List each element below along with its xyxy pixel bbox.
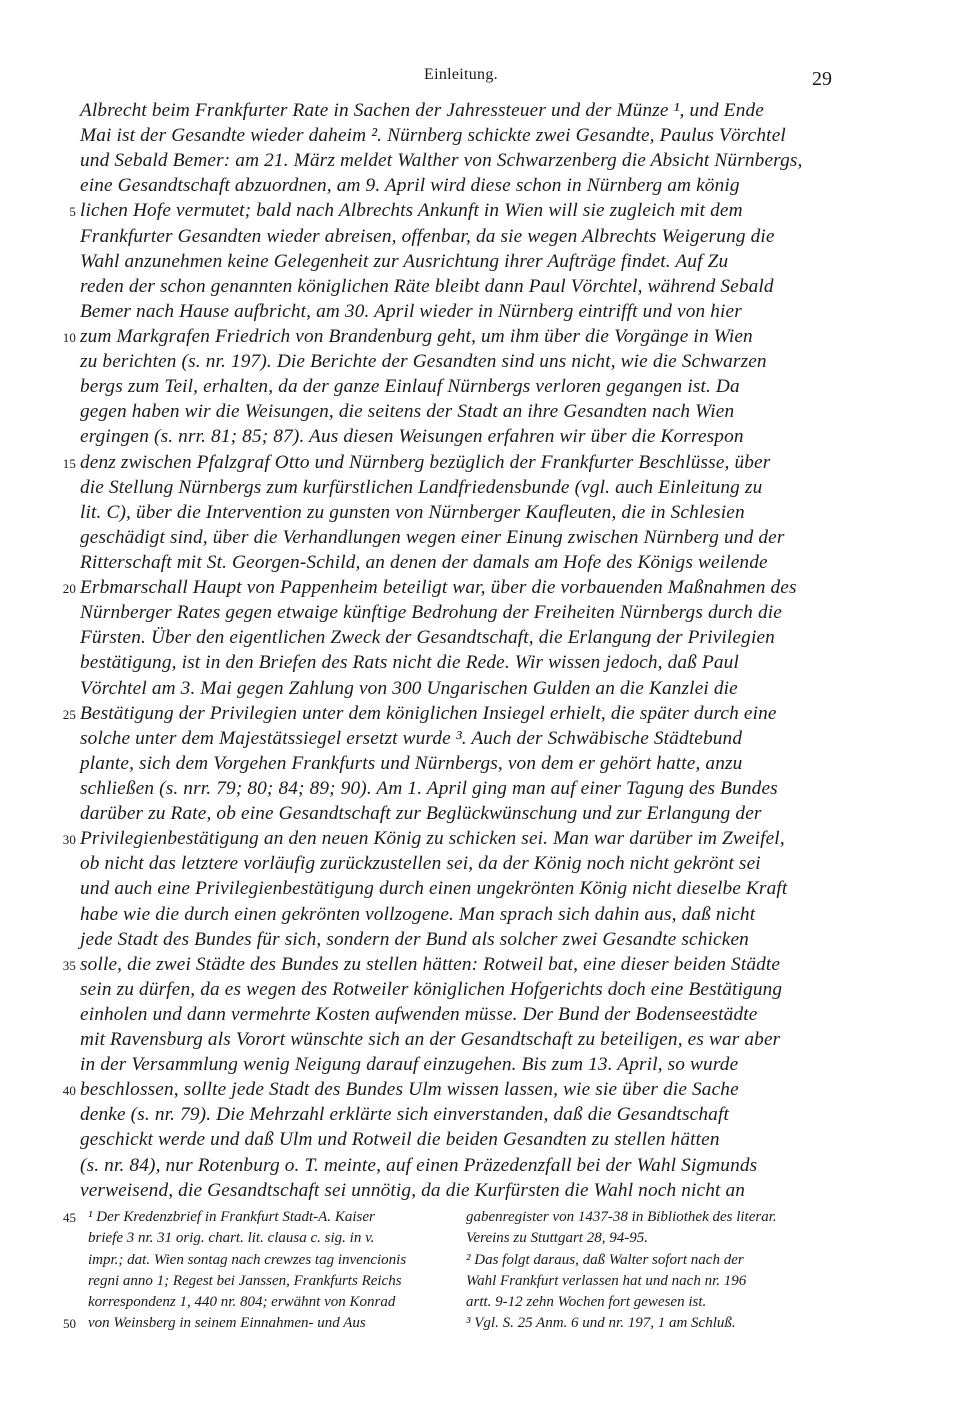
line-text: in der Versammlung wenig Neigung darauf einzugehen. Bis zum 13. April, so wurde xyxy=(80,1054,739,1076)
line-text: mit Ravensburg als Vorort wünschte sich an der Gesandtschaft zu beteiligen, es war aber xyxy=(80,1029,781,1051)
text-line xyxy=(80,1027,840,1052)
line-text: und auch eine Privilegienbestätigung durch einen ungekrönten König nicht dieselbe Kraft xyxy=(80,878,788,900)
text-line xyxy=(80,274,840,299)
text-line xyxy=(80,374,840,399)
line-text: (s. nr. 84), nur Rotenburg o. T. meinte, auf einen Präzedenzfall bei der Wahl Sigmunds xyxy=(80,1154,758,1176)
line-text: plante, sich dem Vorgehen Frankfurts und Nürnbergs, von dem er gehört hatte, anzu xyxy=(80,752,743,774)
body-text xyxy=(62,98,840,1203)
text-line xyxy=(80,776,840,801)
line-text: lit. C), über die Intervention zu gunsten von Nürnberger Kaufleuten, die in Schlesien xyxy=(80,501,745,523)
footnote-text: ² Das folgt daraus, daß Walter sofort nach der xyxy=(466,1251,744,1268)
line-number: 45 xyxy=(63,1210,76,1225)
text-line xyxy=(80,123,840,148)
footnote-line xyxy=(63,1313,448,1334)
footnote-line xyxy=(466,1271,846,1292)
footnote-text: impr.; dat. Wien sontag nach crewzes tag invencionis xyxy=(88,1251,407,1268)
text-line xyxy=(62,324,840,349)
line-text: einholen und dann vermehrte Kosten aufwenden müsse. Der Bund der Bodenseestädte xyxy=(80,1003,758,1025)
text-line xyxy=(80,424,840,449)
footnote-text: Vereins zu Stuttgart 28, 94-95. xyxy=(466,1230,648,1247)
footnote-line xyxy=(88,1228,448,1249)
text-line xyxy=(62,450,840,475)
footnote-text: korrespondenz 1, 440 nr. 804; erwähnt von Konrad xyxy=(88,1294,396,1311)
footnote-text: ³ Vgl. S. 25 Anm. 6 und nr. 197, 1 am Schluß. xyxy=(466,1315,736,1332)
line-text: beschlossen, sollte jede Stadt des Bundes Ulm wissen lassen, wie sie über die Sache xyxy=(80,1079,739,1101)
text-line xyxy=(80,600,840,625)
line-text: gegen haben wir die Weisungen, die seitens der Stadt an ihre Gesandten nach Wien xyxy=(80,401,735,423)
text-line xyxy=(80,1127,840,1152)
text-line xyxy=(80,399,840,424)
text-line xyxy=(80,500,840,525)
line-text: lichen Hofe vermutet; bald nach Albrechts Ankunft in Wien will sie zugleich mit dem xyxy=(80,200,743,222)
line-text: solche unter dem Majestätssiegel ersetzt wurde ³. Auch der Schwäbische Städtebund xyxy=(80,727,743,749)
text-line xyxy=(80,1052,840,1077)
text-line xyxy=(80,1153,840,1178)
line-number: 5 xyxy=(69,204,76,220)
line-text: Bestätigung der Privilegien unter dem königlichen Insiegel erhielt, die später durch eine xyxy=(80,702,777,724)
line-number: 30 xyxy=(62,832,76,848)
footnote-text: briefe 3 nr. 31 orig. chart. lit. clausa c. sig. in v. xyxy=(88,1230,375,1247)
line-text: geschickt werde und daß Ulm und Rotweil die beiden Gesandten zu stellen hätten xyxy=(80,1129,720,1151)
text-line xyxy=(80,173,840,198)
line-text: Bemer nach Hause aufbricht, am 30. April wieder in Nürnberg eintrifft und von hier xyxy=(80,300,742,322)
line-text: bestätigung, ist in den Briefen des Rats nicht die Rede. Wir wissen jedoch, daß Paul xyxy=(80,652,739,674)
text-line xyxy=(80,148,840,173)
footnote-line xyxy=(466,1313,846,1334)
line-text: Frankfurter Gesandten wieder abreisen, offenbar, da sie wegen Albrechts Weigerung die xyxy=(80,225,775,247)
line-text: denz zwischen Pfalzgraf Otto und Nürnberg bezüglich der Frankfurter Beschlüsse, über xyxy=(80,451,771,473)
line-text: geschädigt sind, über die Verhandlungen wegen einer Einung zwischen Nürnberg und der xyxy=(80,526,785,548)
text-line xyxy=(80,224,840,249)
line-text: habe wie die durch einen gekrönten vollzogene. Man sprach sich dahin aus, daß nicht xyxy=(80,903,756,925)
text-line xyxy=(80,1178,840,1203)
text-line xyxy=(62,701,840,726)
line-text: reden der schon genannten königlichen Räte bleibt dann Paul Vörchtel, während Sebald xyxy=(80,275,774,297)
line-text: Wahl anzunehmen keine Gelegenheit zur Ausrichtung ihrer Aufträge findet. Auf Zu xyxy=(80,250,729,272)
line-text: Vörchtel am 3. Mai gegen Zahlung von 300 Ungarischen Gulden an die Kanzlei die xyxy=(80,677,738,699)
text-line xyxy=(69,198,840,223)
text-line xyxy=(80,801,840,826)
line-number: 15 xyxy=(62,455,76,471)
text-line xyxy=(80,625,840,650)
text-line xyxy=(80,650,840,675)
line-text: Privilegienbestätigung an den neuen König zu schicken sei. Man war darüber im Zweifel, xyxy=(80,828,785,850)
footnote-line xyxy=(88,1250,448,1271)
line-text: darüber zu Rate, ob eine Gesandtschaft zur Beglückwünschung und zur Erlangung der xyxy=(80,803,762,825)
text-line xyxy=(80,249,840,274)
footnote-line xyxy=(466,1292,846,1313)
text-line xyxy=(80,525,840,550)
text-line xyxy=(62,826,840,851)
page-number: 29 xyxy=(812,68,832,90)
line-text: zu berichten (s. nr. 197). Die Berichte der Gesandten sind uns nicht, wie die Schwarzen xyxy=(80,351,767,373)
footnote-line xyxy=(466,1228,846,1249)
line-text: Ritterschaft mit St. Georgen-Schild, an denen der damals am Hofe des Königs weilende xyxy=(80,551,768,573)
line-text: sein zu dürfen, da es wegen des Rotweiler königlichen Hofgerichts doch eine Bestätigung xyxy=(80,978,783,1000)
footnotes-right-column xyxy=(466,1207,846,1335)
text-line xyxy=(80,876,840,901)
line-text: zum Markgrafen Friedrich von Brandenburg geht, um ihm über die Vorgänge in Wien xyxy=(80,325,753,347)
text-line xyxy=(80,475,840,500)
line-text: und Sebald Bemer: am 21. März meldet Walther von Schwarzenberg die Absicht Nürnbergs, xyxy=(80,150,803,172)
line-text: denke (s. nr. 79). Die Mehrzahl erklärte sich einverstanden, daß die Gesandtschaft xyxy=(80,1104,729,1126)
footnote-line xyxy=(88,1271,448,1292)
footnote-line xyxy=(63,1207,448,1228)
footnotes-left-column xyxy=(63,1207,448,1335)
footnote-text: regni anno 1; Regest bei Janssen, Frankfurts Reichs xyxy=(88,1272,402,1289)
footnote-text: Wahl Frankfurt verlassen hat und nach nr. 196 xyxy=(466,1272,747,1289)
text-line xyxy=(80,676,840,701)
footnote-text: artt. 9-12 zehn Wochen fort gewesen ist. xyxy=(466,1294,707,1311)
line-text: Albrecht beim Frankfurter Rate in Sachen der Jahressteuer und der Münze ¹, und Ende xyxy=(80,100,764,121)
text-line xyxy=(80,751,840,776)
running-title: Einleitung. xyxy=(424,66,498,83)
line-number: 35 xyxy=(62,957,76,973)
line-text: verweisend, die Gesandtschaft sei unnötig, da die Kurfürsten die Wahl noch nicht an xyxy=(80,1179,746,1201)
line-text: ergingen (s. nrr. 81; 85; 87). Aus diesen Weisungen erfahren wir über die Korrespon xyxy=(80,426,744,448)
line-text: Nürnberger Rates gegen etwaige künftige Bedrohung der Freiheiten Nürnbergs durch die xyxy=(80,602,782,624)
line-number: 40 xyxy=(62,1083,76,1099)
text-line xyxy=(80,927,840,952)
text-line xyxy=(80,1002,840,1027)
line-text: schließen (s. nrr. 79; 80; 84; 89; 90). Am 1. April ging man auf einer Tagung des Bundes xyxy=(80,777,778,799)
text-line xyxy=(80,726,840,751)
footnote-line xyxy=(466,1207,846,1228)
text-line xyxy=(62,952,840,977)
line-number: 10 xyxy=(62,329,76,345)
page-header xyxy=(0,66,960,92)
footnote-text: ¹ Der Kredenzbrief in Frankfurt Stadt-A. Kaiser xyxy=(88,1209,375,1225)
text-line xyxy=(80,977,840,1002)
text-line xyxy=(80,98,840,123)
text-line xyxy=(80,902,840,927)
footnote-line xyxy=(88,1292,448,1313)
footnote-line xyxy=(466,1250,846,1271)
line-number: 20 xyxy=(62,581,76,597)
text-line xyxy=(62,575,840,600)
line-number: 50 xyxy=(63,1316,76,1332)
line-text: eine Gesandtschaft abzuordnen, am 9. April wird diese schon in Nürnberg am könig xyxy=(80,175,740,197)
line-number: 25 xyxy=(62,706,76,722)
line-text: die Stellung Nürnbergs zum kurfürstlichen Landfriedensbunde (vgl. auch Einleitung zu xyxy=(80,476,763,498)
line-text: Fürsten. Über den eigentlichen Zweck der Gesandtschaft, die Erlangung der Privilegien xyxy=(80,627,775,649)
footnote-text: von Weinsberg in seinem Einnahmen- und Aus xyxy=(88,1315,366,1332)
text-line xyxy=(80,299,840,324)
text-line xyxy=(80,851,840,876)
line-text: jede Stadt des Bundes für sich, sondern der Bund als solcher zwei Gesandte schicken xyxy=(80,928,749,950)
footnote-text: gabenregister von 1437-38 in Bibliothek des literar. xyxy=(466,1209,777,1225)
line-text: Mai ist der Gesandte wieder daheim ². Nürnberg schickte zwei Gesandte, Paulus Vörchtel xyxy=(80,125,786,147)
line-text: Erbmarschall Haupt von Pappenheim beteiligt war, über die vorbauenden Maßnahmen des xyxy=(80,577,797,599)
line-text: ob nicht das letztere vorläufig zurückzustellen sei, da der König noch nicht gekrönt sei xyxy=(80,853,761,875)
line-text: bergs zum Teil, erhalten, da der ganze Einlauf Nürnbergs verloren gegangen ist. Da xyxy=(80,376,740,398)
text-line xyxy=(80,1102,840,1127)
text-line xyxy=(80,349,840,374)
text-line xyxy=(62,1077,840,1102)
line-text: solle, die zwei Städte des Bundes zu stellen hätten: Rotweil bat, eine dieser beiden Städte xyxy=(80,953,781,975)
text-line xyxy=(80,550,840,575)
